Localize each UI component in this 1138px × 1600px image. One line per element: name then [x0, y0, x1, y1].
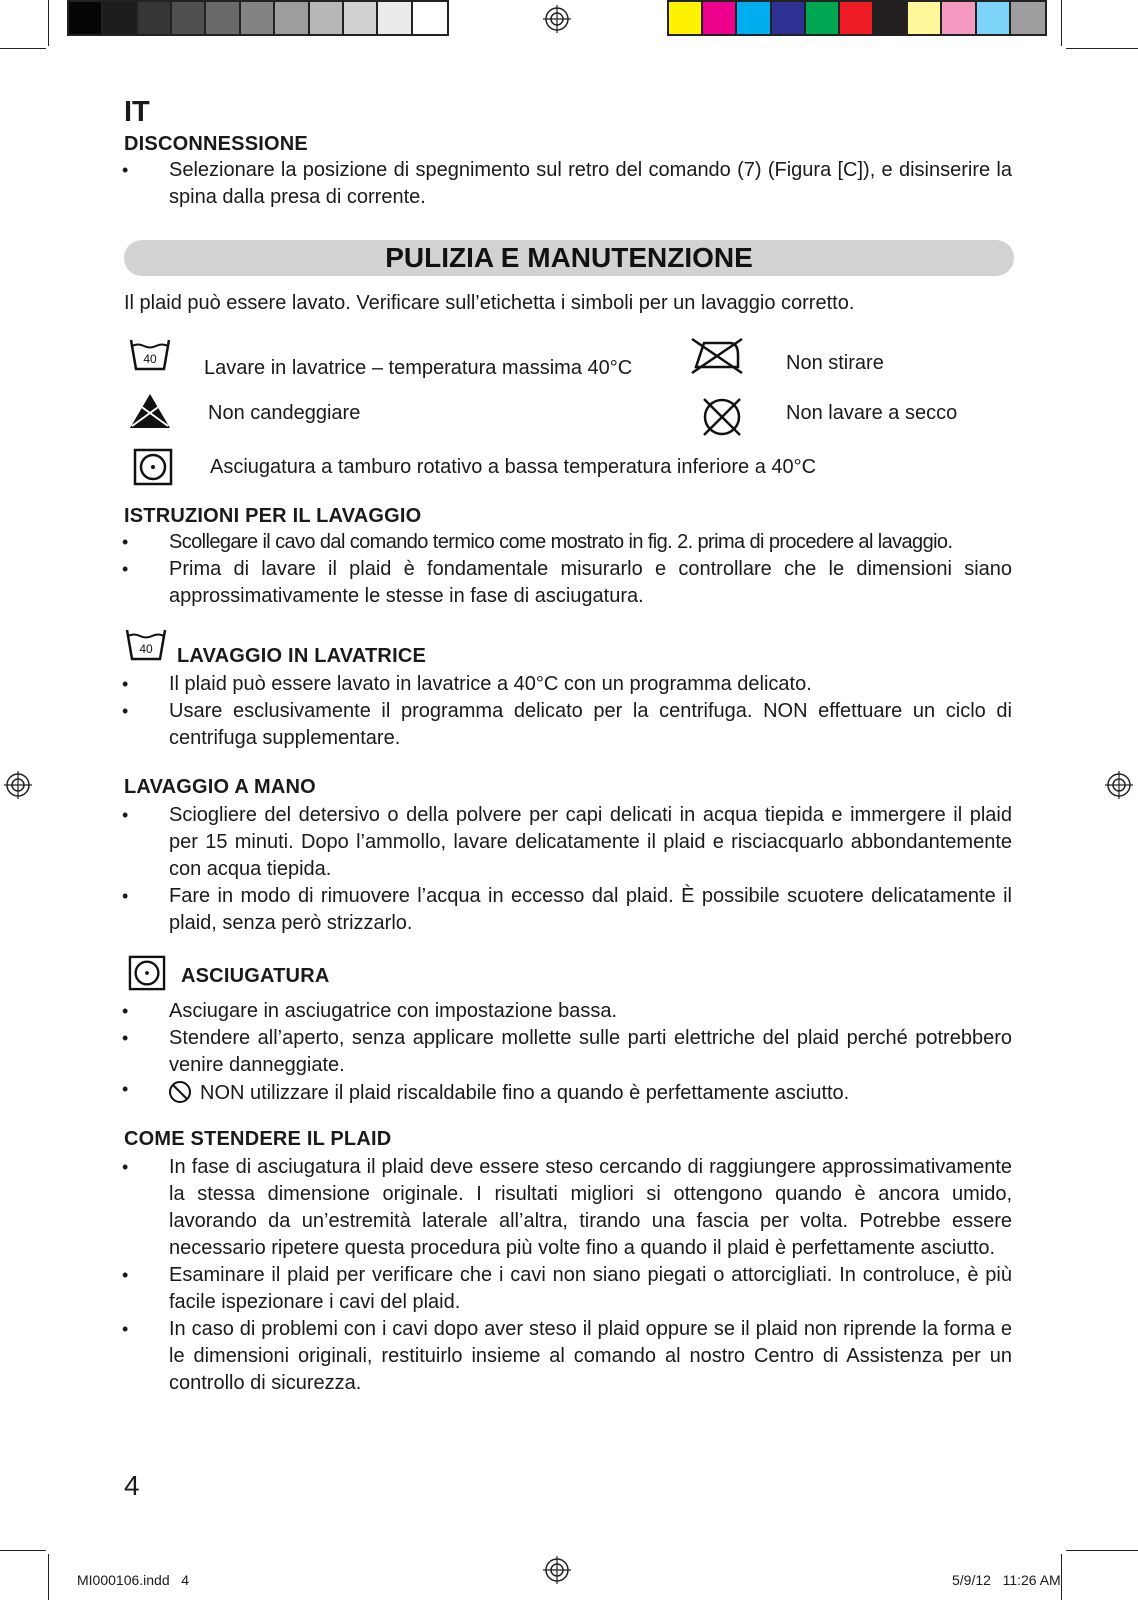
crop-mark: [1066, 1550, 1138, 1551]
color-swatch: [344, 2, 378, 34]
wash-40-icon: [128, 338, 172, 372]
symbol-label-no-bleach: Non candeggiare: [208, 402, 361, 424]
bullet-text: Asciugare in asciugatrice con impostazione bassa.: [169, 1000, 618, 1022]
symbol-label-tumble-dry: Asciugatura a tamburo rotativo a bassa temperatura inferiore a 40°C: [210, 456, 817, 478]
bullet-text: Fare in modo di rimuovere l’acqua in eccesso dal plaid. È possibile scuotere delicatamente il plaid, senza però strizzarlo.: [169, 885, 1012, 934]
bullet-text: Esaminare il plaid per verificare che i cavi non siano piegati o attorcigliati. In controluce, è più facile ispezionare i cavi del plaid.: [169, 1264, 1012, 1313]
bullet-text: NON utilizzare il plaid riscaldabile fino a quando è perfettamente asciutto.: [200, 1082, 850, 1104]
bullet-text: Selezionare la posizione di spegnimento sul retro del comando (7) (Figura [C]), e disinserire la spina dalla presa di corrente.: [169, 159, 1012, 208]
color-swatch: [413, 2, 447, 34]
wash-40-icon: [124, 628, 168, 662]
no-bleach-icon: [128, 390, 172, 430]
color-swatch: [206, 2, 240, 34]
crop-mark: [1061, 1554, 1062, 1600]
color-swatch: [172, 2, 206, 34]
tumble-dry-icon: [133, 448, 173, 486]
color-swatch: [874, 2, 908, 34]
color-swatch: [772, 2, 806, 34]
registration-mark-icon: [3, 770, 33, 800]
color-swatch: [378, 2, 412, 34]
bullet-text: In fase di asciugatura il plaid deve essere steso cercando di raggiungere approssimativamente la stessa dimensione originale. I risultati migliori si ottengono quando è ancora umido, lavorando da un’estremità laterale all’altra, tirando una fascia per volta. Potrebbe essere necessario ripetere questa procedura più volte fino a quando il plaid è perfettamente asciutto.: [169, 1156, 1012, 1259]
bullet: •: [122, 1265, 129, 1285]
section-title-lavatrice: LAVAGGIO IN LAVATRICE: [177, 645, 427, 667]
prohibited-icon: [168, 1080, 192, 1104]
page-number: 4: [124, 1470, 140, 1501]
registration-mark-icon: [1104, 770, 1134, 800]
bullet-text: Il plaid può essere lavato in lavatrice a 40°C con un programma delicato.: [169, 673, 812, 695]
section-title-istruzioni: ISTRUZIONI PER IL LAVAGGIO: [124, 505, 422, 527]
crop-mark: [48, 1554, 49, 1600]
bullet-text: Scollegare il cavo dal comando termico come mostrato in fig. 2. prima di procedere al lavaggio.: [169, 531, 953, 553]
no-iron-icon: [688, 335, 744, 375]
bullet: •: [122, 1079, 129, 1099]
intro-text: Il plaid può essere lavato. Verificare sull’etichetta i simboli per un lavaggio corretto.: [124, 292, 855, 314]
color-swatch: [103, 2, 137, 34]
color-swatch: [942, 2, 976, 34]
no-dry-clean-icon: [700, 395, 744, 439]
color-swatch: [737, 2, 771, 34]
crop-mark: [1066, 48, 1138, 49]
language-code: IT: [124, 96, 150, 128]
color-bar: [667, 0, 1047, 36]
color-swatch: [669, 2, 703, 34]
bullet: •: [122, 1319, 129, 1339]
crop-mark: [1061, 0, 1062, 46]
crop-mark: [48, 0, 49, 46]
bullet-text: Usare esclusivamente il programma delicato per la centrifuga. NON effettuare un ciclo di centrifuga supplementare.: [169, 700, 1012, 749]
color-swatch: [138, 2, 172, 34]
crop-mark: [0, 48, 46, 49]
color-swatch: [241, 2, 275, 34]
bullet: •: [122, 532, 129, 552]
color-swatch: [977, 2, 1011, 34]
symbol-label-wash: Lavare in lavatrice – temperatura massima 40°C: [204, 357, 633, 379]
bullet-text: Prima di lavare il plaid è fondamentale misurarlo e controllare che le dimensioni siano approssimativamente le stesse in fase di asciugatura.: [169, 558, 1012, 607]
bullet: •: [122, 701, 129, 721]
color-swatch: [703, 2, 737, 34]
section-title-disconnessione: DISCONNESSIONE: [124, 133, 308, 155]
crop-mark: [0, 1550, 46, 1551]
bullet: •: [122, 1001, 129, 1021]
bullet-text: Stendere all’aperto, senza applicare mollette sulle parti elettriche del plaid perché potrebbero venire danneggiate.: [169, 1027, 1012, 1076]
footer-filename: MI000106.indd 4: [77, 1572, 190, 1588]
color-swatch: [908, 2, 942, 34]
registration-mark-icon: [542, 1555, 572, 1585]
tumble-dry-icon: [128, 955, 166, 991]
wash-temp-label: 40: [143, 352, 157, 366]
bullet: •: [122, 160, 129, 180]
section-title-asciugatura: ASCIUGATURA: [181, 965, 330, 987]
section-title-mano: LAVAGGIO A MANO: [124, 776, 316, 798]
bullet: •: [122, 805, 129, 825]
bullet: •: [122, 559, 129, 579]
color-swatch: [840, 2, 874, 34]
section-title-stendere: COME STENDERE IL PLAID: [124, 1128, 392, 1150]
wash-temp-label: 40: [139, 642, 153, 656]
bullet-text: Sciogliere del detersivo o della polvere per capi delicati in acqua tiepida e immergere il plaid per 15 minuti. Dopo l’ammollo, lavare delicatamente il plaid e risciacquarlo abbondantemente con acqua tiepida.: [169, 804, 1012, 880]
footer-date: 5/9/12 11:26 AM: [952, 1572, 1061, 1588]
color-swatch: [69, 2, 103, 34]
bullet: •: [122, 674, 129, 694]
color-swatch: [1011, 2, 1045, 34]
registration-mark-icon: [542, 4, 572, 34]
bullet: •: [122, 1157, 129, 1177]
section-banner: PULIZIA E MANUTENZIONE: [124, 240, 1014, 276]
grayscale-bar: [67, 0, 449, 36]
color-swatch: [806, 2, 840, 34]
bullet-text: In caso di problemi con i cavi dopo aver steso il plaid oppure se il plaid non riprende la forma e le dimensioni originali, restituirlo insieme al comando al nostro Centro di Assistenza per un controllo di sicurezza.: [169, 1318, 1012, 1394]
color-swatch: [310, 2, 344, 34]
bullet: •: [122, 1028, 129, 1048]
color-swatch: [275, 2, 309, 34]
symbol-label-no-iron: Non stirare: [786, 352, 884, 374]
bullet: •: [122, 886, 129, 906]
symbol-label-no-dry-clean: Non lavare a secco: [786, 402, 958, 424]
